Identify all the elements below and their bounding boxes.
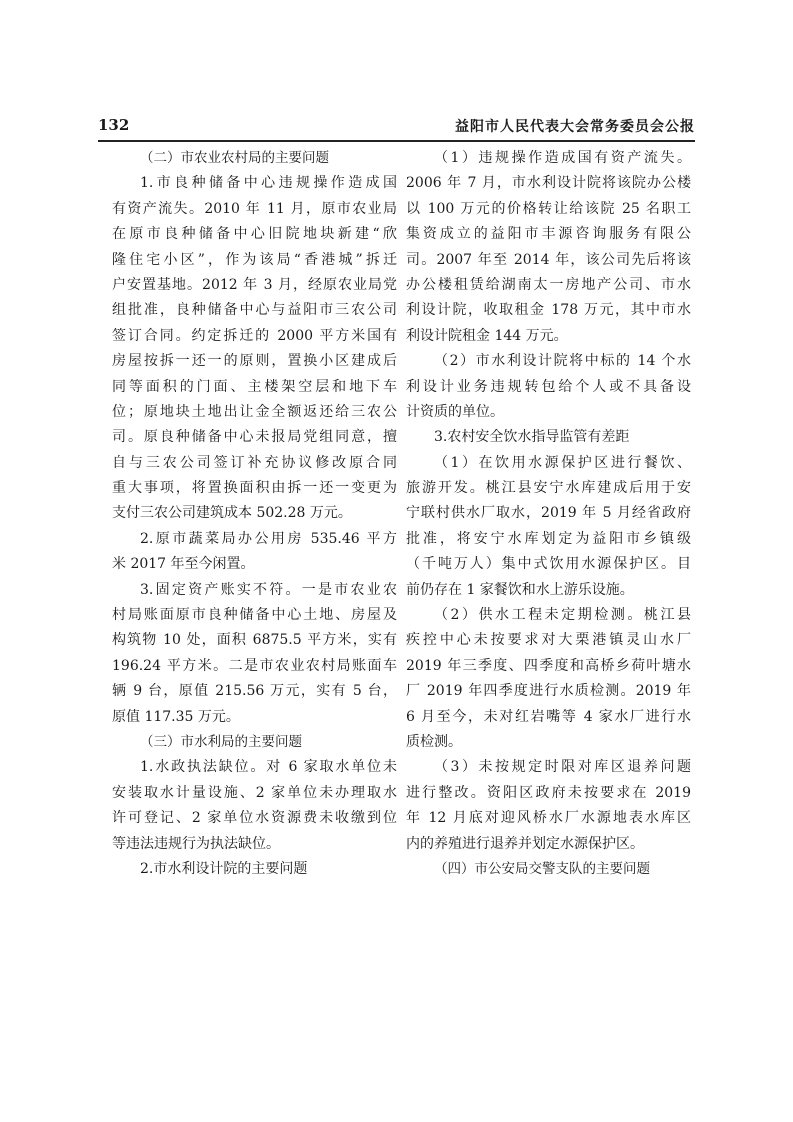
text-line: 前仍存在 1 家餐饮和水上游乐设施。	[406, 581, 634, 598]
text-line: 宁联村供水厂取水，2019 年 5 月经省政府	[406, 505, 691, 522]
text-line: 2.市水利设计院的主要问题	[140, 860, 308, 877]
text-line: 2.原市蔬菜局办公用房 535.46 平方	[140, 530, 397, 547]
text-line: 计资质的单位。	[406, 403, 504, 420]
journal-title: 益阳市人民代表大会常务委员会公报	[455, 119, 695, 135]
text-line: （3）未按规定时限对库区退养问题	[434, 759, 691, 776]
text-line: （1）违规操作造成国有资产流失。	[434, 150, 691, 166]
text-line: 组批准，良种储备中心与益阳市三农公司	[112, 302, 397, 319]
text-line: 196.24 平方米。二是市农业农村局账面车	[112, 657, 397, 674]
text-line: 办公楼租赁给湖南太一房地产公司、市水	[406, 276, 691, 293]
text-line: 重大事项，将置换面积由拆一还一变更为	[112, 480, 397, 497]
text-line: 在原市良种储备中心旧院地块新建“欣	[112, 226, 397, 243]
text-line: 司。原良种储备中心未报局党组同意，擅	[112, 429, 397, 446]
text-line: 厂 2019 年四季度进行水质检测。2019 年	[406, 683, 691, 700]
text-line: 利设计业务违规转包给个人或不具备设	[406, 378, 691, 395]
text-line: 进行整改。资阳区政府未按要求在 2019	[406, 784, 691, 801]
left-text-column	[112, 146, 397, 882]
text-line: 户安置基地。2012 年 3 月，经原农业局党	[112, 276, 397, 293]
text-line: 隆住宅小区”，作为该局“香港城”拆迁	[112, 251, 397, 268]
text-line: （2）供水工程未定期检测。桃江县	[434, 607, 691, 624]
text-line: 位；原地块土地出让金全额返还给三农公	[112, 403, 397, 420]
text-line: 集资成立的益阳市丰源咨询服务有限公	[406, 226, 691, 243]
page-number: 132	[98, 116, 130, 134]
text-line: 支付三农公司建筑成本 502.28 万元。	[112, 505, 352, 522]
section-heading: （四）市公安局交警支队的主要问题	[434, 860, 650, 877]
text-line: 3.农村安全饮水指导监管有差距	[434, 429, 630, 446]
text-line: 构筑物 10 处，面积 6875.5 平方米，实有	[112, 632, 397, 649]
text-line: （1）在饮用水源保护区进行餐饮、	[434, 454, 691, 471]
page-header	[98, 114, 695, 142]
text-line: 司。2007 年至 2014 年，该公司先后将该	[406, 251, 691, 268]
text-line: 旅游开发。桃江县安宁水库建成后用于安	[406, 480, 691, 497]
text-line: 利设计院租金 144 万元。	[406, 327, 568, 344]
section-heading: （三）市水利局的主要问题	[140, 733, 302, 750]
text-line: 安装取水计量设施、2 家单位未办理取水	[112, 784, 397, 801]
text-line: 内的养殖进行退养并划定水源保护区。	[406, 835, 644, 852]
text-line: 许可登记、2 家单位水资源费未收缴到位	[112, 810, 397, 827]
text-line: 有资产流失。2010 年 11 月，原市农业局	[112, 200, 397, 217]
text-line: 3.固定资产账实不符。一是市农业农	[140, 581, 397, 598]
text-line: 批准，将安宁水库划定为益阳市乡镇级	[406, 530, 691, 547]
text-line: 质检测。	[406, 733, 462, 750]
text-line: 签订合同。约定拆迁的 2000 平方米国有	[112, 327, 397, 344]
text-line: 利设计院，收取租金 178 万元，其中市水	[406, 302, 691, 319]
text-line: 等违法违规行为执法缺位。	[112, 835, 280, 852]
text-line: 1.市良种储备中心违规操作造成国	[140, 175, 397, 192]
text-line: 辆 9 台，原值 215.56 万元，实有 5 台，	[112, 683, 397, 700]
text-line: 同等面积的门面、主楼架空层和地下车	[112, 378, 397, 395]
right-text-column	[406, 146, 691, 882]
text-line: 以 100 万元的价格转让给该院 25 名职工	[406, 200, 691, 217]
text-line: 6 月至今，未对红岩嘴等 4 家水厂进行水	[406, 708, 691, 725]
text-line: 2006 年 7 月，市水利设计院将该院办公楼	[406, 175, 691, 192]
text-line: 原值 117.35 万元。	[112, 708, 240, 725]
text-line: 房屋按拆一还一的原则，置换小区建成后	[112, 353, 397, 370]
text-line: 年 12 月底对迎风桥水厂水源地表水库区	[406, 810, 691, 827]
text-line: 2019 年三季度、四季度和高桥乡荷叶塘水	[406, 657, 691, 674]
text-line: 自与三农公司签订补充协议修改原合同	[112, 454, 397, 471]
text-line: 1.水政执法缺位。对 6 家取水单位未	[140, 759, 397, 776]
text-line: 米 2017 年至今闲置。	[112, 556, 255, 573]
text-line: （2）市水利设计院将中标的 14 个水	[434, 353, 691, 370]
text-line: 村局账面原市良种储备中心土地、房屋及	[112, 607, 397, 624]
text-line: 疾控中心未按要求对大栗港镇灵山水厂	[406, 632, 691, 649]
section-heading: （二）市农业农村局的主要问题	[140, 150, 329, 166]
text-line: （千吨万人）集中式饮用水源保护区。目	[406, 556, 691, 573]
